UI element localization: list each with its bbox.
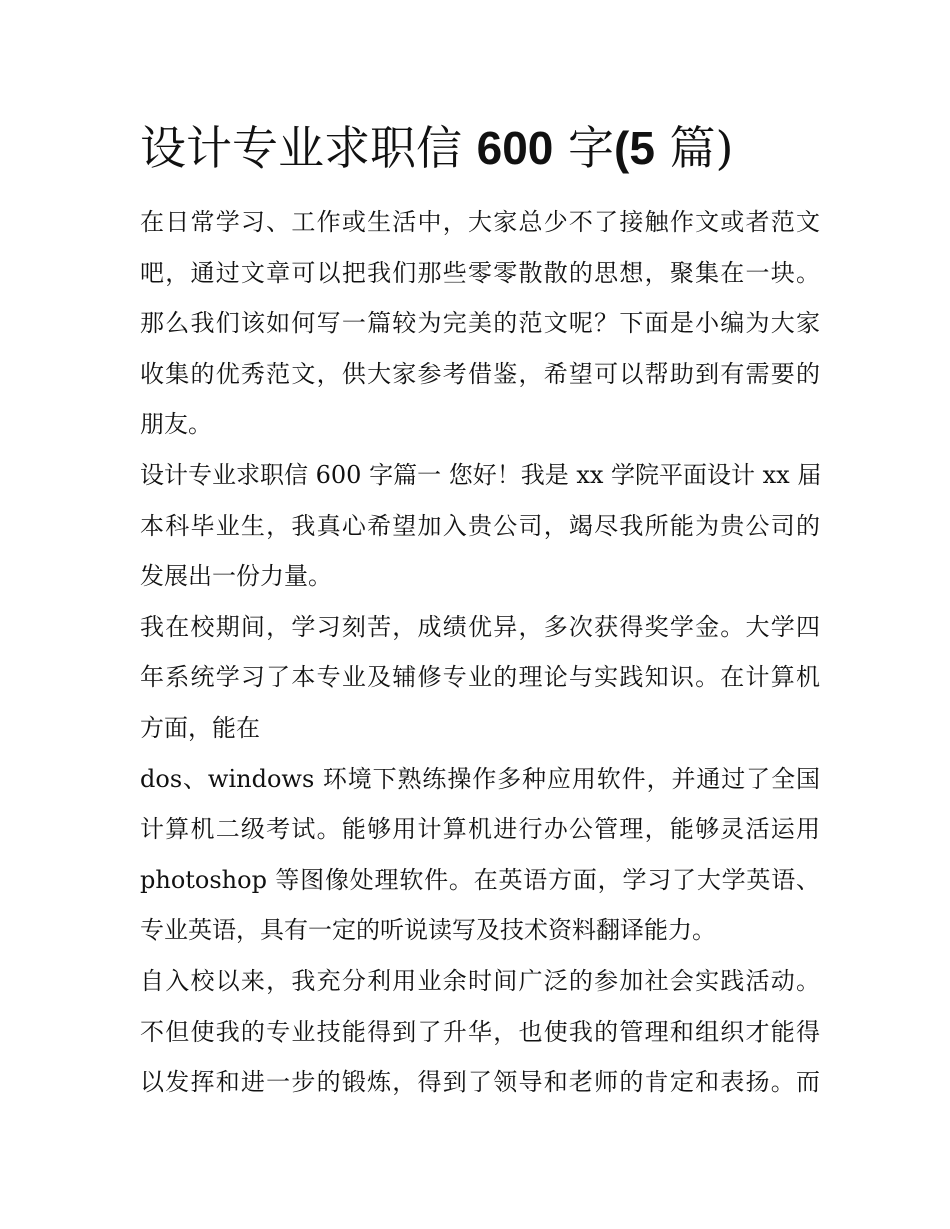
title-text-part4: (5 [614,122,655,174]
body-line: 不但使我的专业技能得到了升华，也使我的管理和组织才能得 [140,1017,820,1046]
body-line: 吧，通过文章可以把我们那些零零散散的思想，聚集在一块。 [140,258,820,287]
body-line: 我在校期间，学习刻苦，成绩优异，多次获得奖学金。大学四 [140,612,820,641]
body-line: 设计专业求职信 600 字篇一 您好！我是 xx 学院平面设计 xx 届 [140,460,822,489]
body-line: 那么我们该如何写一篇较为完美的范文呢？下面是小编为大家 [140,309,820,338]
body-line: 朋友。 [140,410,212,439]
body-line: 方面，能在 [140,713,260,742]
body-line: dos、windows 环境下熟练操作多种应用软件，并通过了全国 [140,764,820,793]
body-line: 在日常学习、工作或生活中，大家总少不了接触作文或者范文 [140,208,820,236]
title-text-part1: 设计专业求职信 [140,121,462,175]
body-line: 专业英语，具有一定的听说读写及技术资料翻译能力。 [140,916,716,945]
body-line: 本科毕业生，我真心希望加入贵公司，竭尽我所能为贵公司的 [140,511,820,540]
body-line: 年系统学习了本专业及辅修专业的理论与实践知识。在计算机 [140,663,820,692]
title-text-part3: 字 [568,121,614,175]
document-body [140,197,820,1108]
body-line: 自入校以来，我充分利用业余时间广泛的参加社会实践活动。 [140,966,820,995]
title-text-part2: 600 [476,122,554,174]
body-line: 收集的优秀范文，供大家参考借鉴，希望可以帮助到有需要的 [140,359,820,388]
body-line: photoshop 等图像处理软件。在英语方面，学习了大学英语、 [140,865,820,894]
title-text-part5: 篇) [669,121,734,175]
body-line: 以发挥和进一步的锻炼，得到了领导和老师的肯定和表扬。而 [140,1068,820,1097]
body-line: 发展出一份力量。 [140,562,332,591]
body-line: 计算机二级考试。能够用计算机进行办公管理，能够灵活运用 [140,815,820,844]
document-title [140,118,840,178]
